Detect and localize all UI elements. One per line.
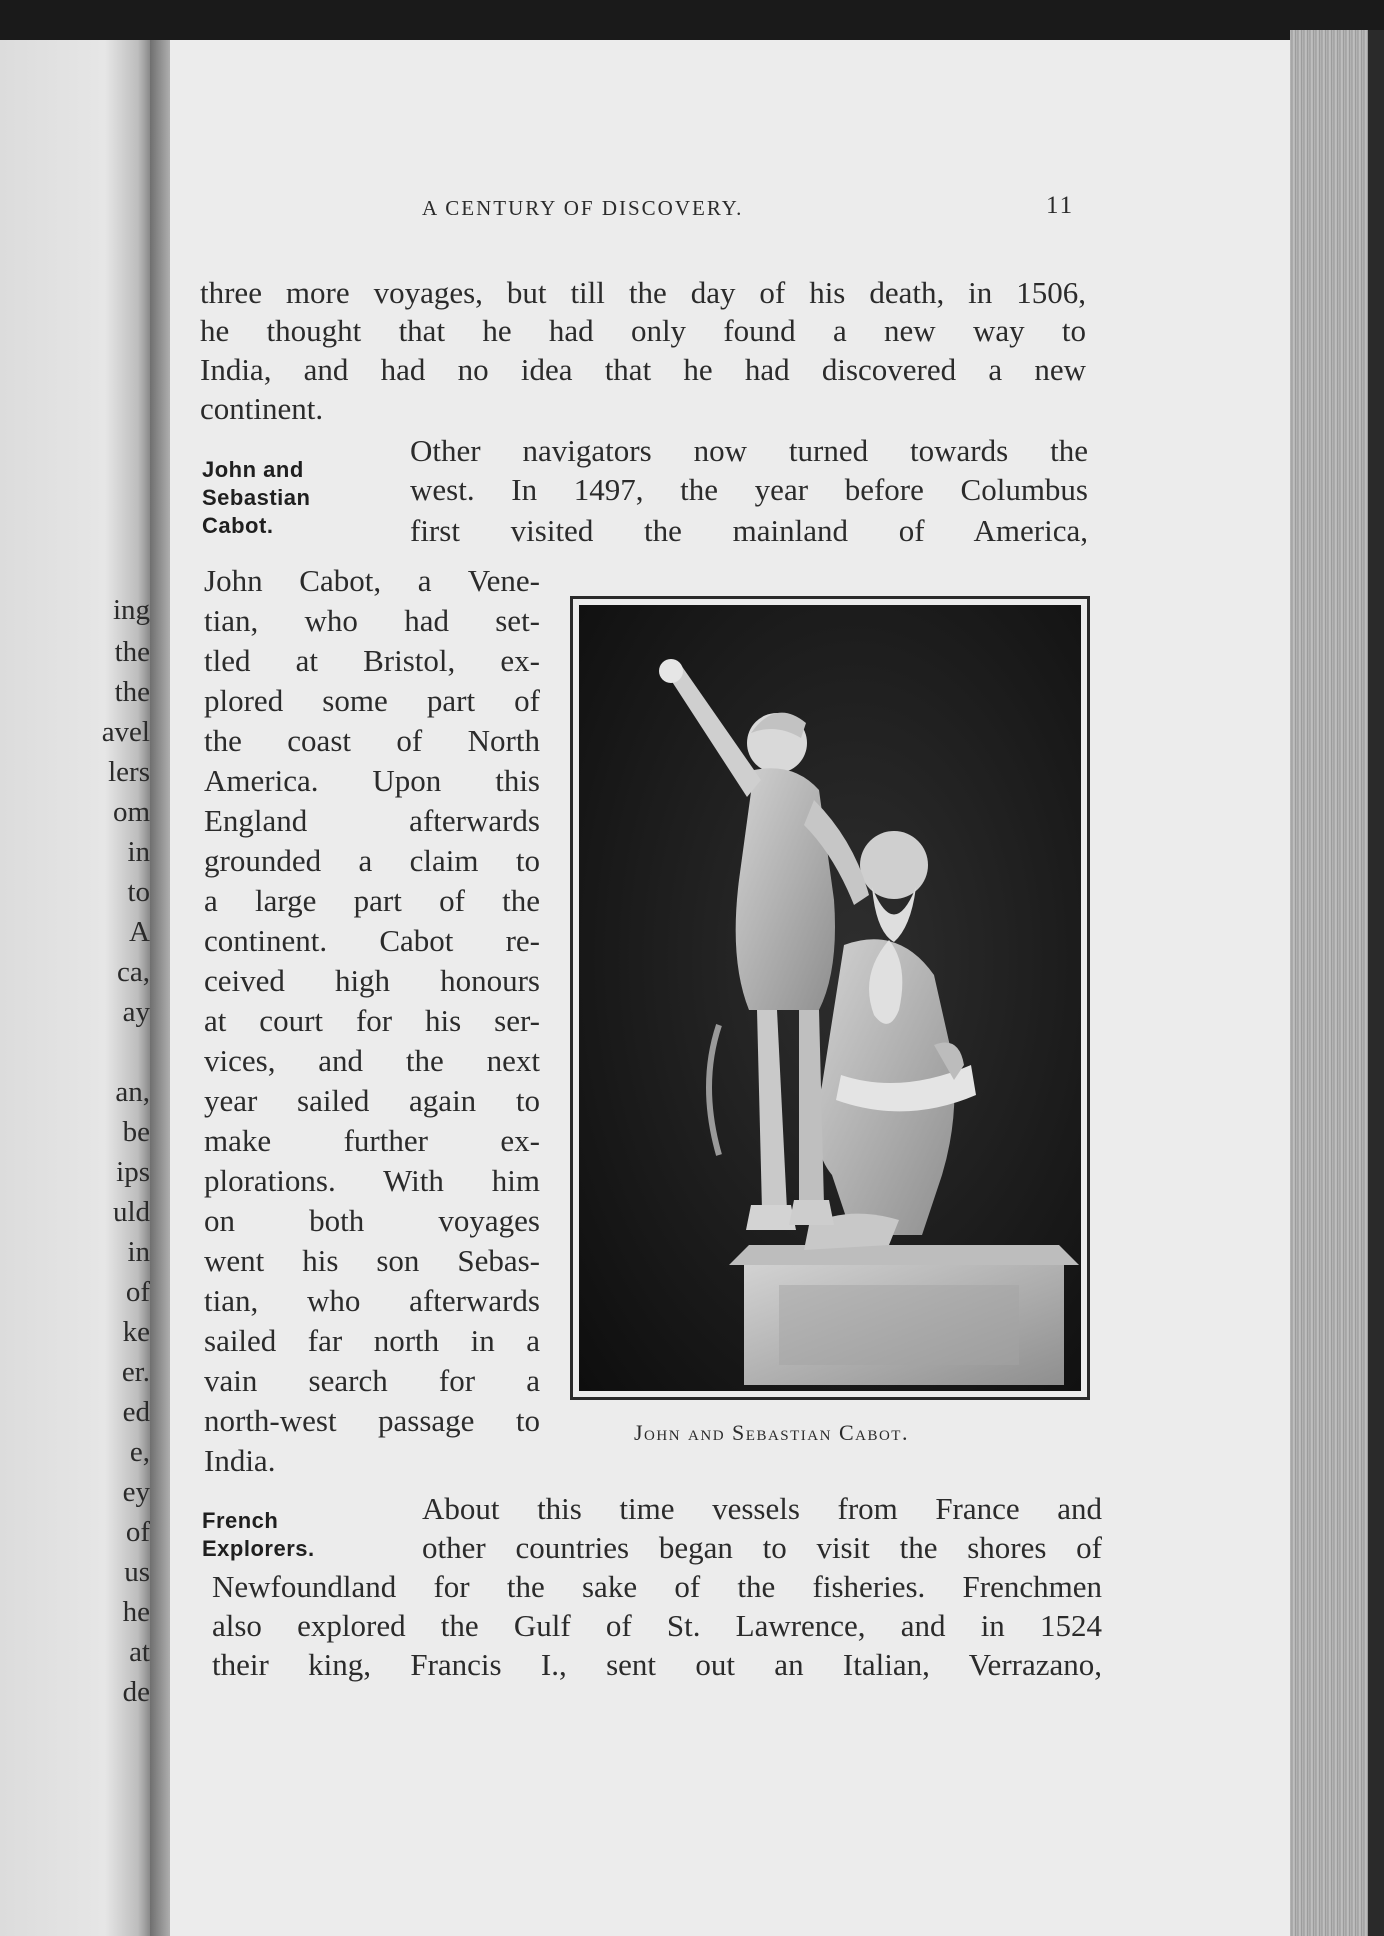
body-line: vices, and the next xyxy=(204,1043,540,1078)
prev-page-fragment: to xyxy=(127,876,150,908)
prev-page-fragment: ca, xyxy=(117,956,150,988)
prev-page-fragment: in xyxy=(127,1236,150,1268)
body-line: their king, Francis I., sent out an Italian, Verrazano, xyxy=(212,1647,1102,1682)
previous-page-edge xyxy=(0,40,150,1936)
body-line: north-west passage to xyxy=(204,1403,540,1438)
page-fore-edge xyxy=(1290,30,1384,1936)
prev-page-fragment: A xyxy=(129,916,150,948)
cabot-statue-photo xyxy=(579,605,1081,1391)
body-line: tian, who had set- xyxy=(204,603,540,638)
body-line: three more voyages, but till the day of his death, in 1506, xyxy=(200,275,1086,310)
body-line: Newfoundland for the sake of the fisheries. Frenchmen xyxy=(212,1569,1102,1604)
prev-page-fragment: ay xyxy=(122,996,150,1028)
body-line: on both voyages xyxy=(204,1203,540,1238)
body-line: make further ex- xyxy=(204,1123,540,1158)
body-line: continent. xyxy=(200,391,324,426)
body-line: west. In 1497, the year before Columbus xyxy=(410,472,1088,507)
body-line: grounded a claim to xyxy=(204,843,540,878)
body-line: continent. Cabot re- xyxy=(204,923,540,958)
prev-page-fragment: ips xyxy=(116,1156,150,1188)
side-note-line: John and xyxy=(202,457,304,482)
prev-page-fragment: ey xyxy=(122,1476,150,1508)
body-line: ceived high honours xyxy=(204,963,540,998)
side-note-line: Explorers. xyxy=(202,1536,315,1561)
prev-page-fragment: de xyxy=(122,1676,150,1708)
page-number: 11 xyxy=(1046,192,1075,219)
body-line: John Cabot, a Vene- xyxy=(204,563,540,598)
prev-page-fragment: e, xyxy=(129,1436,150,1468)
side-note-line: Sebastian xyxy=(202,485,311,510)
side-note-cabot xyxy=(202,456,310,540)
side-note-line: Cabot. xyxy=(202,513,274,538)
prev-page-fragment: of xyxy=(125,1276,150,1308)
side-note-french xyxy=(202,1507,315,1563)
body-line: at court for his ser- xyxy=(204,1003,540,1038)
prev-page-fragment: in xyxy=(127,836,150,868)
figure-frame xyxy=(570,596,1090,1400)
body-line: vain search for a xyxy=(204,1363,540,1398)
prev-page-fragment: avel xyxy=(101,716,150,748)
body-line: India. xyxy=(204,1443,276,1478)
body-line: also explored the Gulf of St. Lawrence, and in 1524 xyxy=(212,1608,1102,1643)
body-line: tian, who afterwards xyxy=(204,1283,540,1318)
body-line: About this time vessels from France and xyxy=(422,1491,1102,1526)
body-line: he thought that he had only found a new way to xyxy=(200,313,1086,348)
body-line: first visited the mainland of America, xyxy=(410,513,1088,548)
body-line: went his son Sebas- xyxy=(204,1243,540,1278)
prev-page-fragment: uld xyxy=(112,1196,150,1228)
prev-page-fragment: om xyxy=(112,796,150,828)
body-line: the coast of North xyxy=(204,723,540,758)
body-line: tled at Bristol, ex- xyxy=(204,643,540,678)
prev-page-fragment: the xyxy=(114,636,150,668)
body-line: sailed far north in a xyxy=(204,1323,540,1358)
prev-page-fragment: of xyxy=(125,1516,150,1548)
body-line: plored some part of xyxy=(204,683,540,718)
prev-page-fragment: ke xyxy=(122,1316,150,1348)
prev-page-fragment: ing xyxy=(112,594,150,626)
figure-caption: John and Sebastian Cabot. xyxy=(634,1420,909,1445)
prev-page-fragment: at xyxy=(129,1636,150,1668)
prev-page-fragment: be xyxy=(122,1116,150,1148)
body-line: America. Upon this xyxy=(204,763,540,798)
body-line: other countries began to visit the shores of xyxy=(422,1530,1102,1565)
running-head: A CENTURY OF DISCOVERY. xyxy=(422,196,744,220)
body-line: plorations. With him xyxy=(204,1163,540,1198)
body-line: year sailed again to xyxy=(204,1083,540,1118)
body-line: England afterwards xyxy=(204,803,540,838)
prev-page-fragment: ed xyxy=(122,1396,150,1428)
prev-page-fragment: us xyxy=(124,1556,150,1588)
prev-page-fragment: he xyxy=(122,1596,150,1628)
body-line: India, and had no idea that he had discovered a new xyxy=(200,352,1086,387)
prev-page-fragment: an, xyxy=(115,1076,150,1108)
prev-page-fragment: the xyxy=(114,676,150,708)
body-line: Other navigators now turned towards the xyxy=(410,433,1088,468)
body-line: a large part of the xyxy=(204,883,540,918)
prev-page-fragment: er. xyxy=(121,1356,150,1388)
side-note-line: French xyxy=(202,1508,279,1533)
prev-page-fragment: lers xyxy=(108,756,150,788)
